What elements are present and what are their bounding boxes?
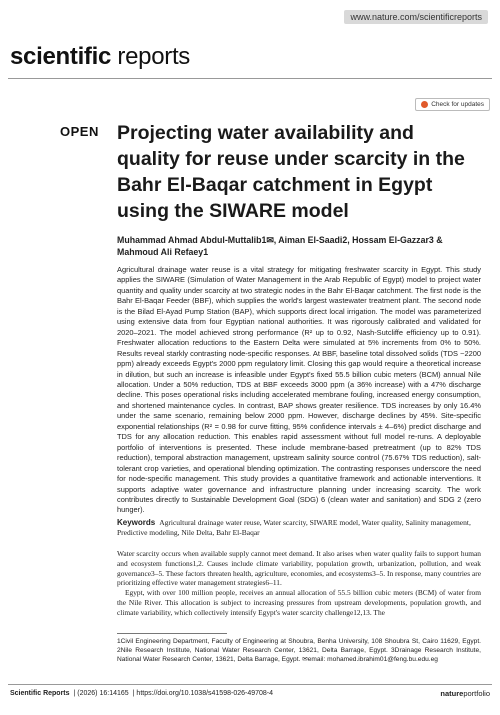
keywords-list: Agricultural drainage water reuse, Water scarcity, SIWARE model, Water quality, Salinity management, Predictive modeling, Nile Delta, Bahr El-Baqar <box>117 518 471 537</box>
publisher-name-bold: nature <box>440 689 464 698</box>
check-for-updates-button[interactable] <box>415 98 490 111</box>
footer-journal: Scientific Reports <box>10 690 70 697</box>
abstract: Agricultural drainage water reuse is a vital strategy for mitigating freshwater scarcity in Egypt. This study applies the SIWARE (Simulation of Water Management in the Arab Republic of Egypt) model to project water quantity and quality under scarcity at two strategic nodes in the Bahr El-Baqar catchment. The first node is the Bahr El-Baqar Feeder (BBF), which supplies the world's largest wastewater treatment plant. The second node is the Bilad El-Ayad Pump Station (BAP), which supports direct local irrigation. The model was parameterized using extensive data from four Egyptian national authorities. It was rigorously calibrated and validated for 2020–2021. The model achieved strong performance (R² up to 0.92, Nash-Sutcliffe efficiency up to 0.91). Freshwater allocation reductions to the Eastern Delta were simulated at 5% increments from 0% to 50%. Results reveal starkly contrasting node-specific responses. At BBF, baseline total dissolved solids (TDS ~2200 ppm) already exceeds Egypt's 2000 ppm regulatory limit. Closing this gap would require a theoretical increase in dilution, but such an increase is infeasible under Egypt's fixed 55.5 billion cubic meters (BCM) annual Nile allocation. Under a 50% reduction, TDS at BBF exceeds 3000 ppm (a 36% increase) with a 47% discharge decline. This poses operational risks including accelerated membrane fouling, increased energy consumption, and shortened maintenance cycles. In contrast, BAP shows greater resilience. TDS increases by only 16.4% under the same scenario, remaining below 2000 ppm. However, discharge declines by 45%. Site-specific exponential relationships (R² = 0.98 for curve fitting, 95% confidence intervals ± 4–6%) predict discharge and TDS for any allocation reduction. This enables rapid assessment without full model re-runs. A deployable portfolio of interventions is presented. These include membrane-based pretreatment (up to 82% TDS reduction), temporal abstraction management, upstream salinity source control (75.67% TDS reduction), salt-tolerant crop varieties, and operational blending optimization. The contrasting responses underscore the need for node-specific management. This study provides a quantitative framework and actionable interventions. It supports adaptive water governance and infrastructure planning under increasing scarcity. The work contributes directly to Sustainable Development Goal (SDG) 6 (clean water and sanitation) and SDG 2 (zero hunger). <box>117 265 481 515</box>
footnote-divider <box>117 633 227 634</box>
open-access-label: OPEN <box>60 124 99 139</box>
keywords-section <box>117 518 481 538</box>
publisher-logo <box>440 689 490 698</box>
footer-divider <box>8 684 492 685</box>
updates-icon <box>421 101 428 108</box>
body-text <box>117 549 481 618</box>
affiliations-footnote: 1Civil Engineering Department, Faculty of Engineering at Shoubra, Benha University, 108 Shoubra St, Cairo 11629, Egypt. 2Nile Research Institute, National Water Research Center, 13621, Delta Barrage, Egypt. 3Drainage Research Institute, National Water Research Center, 13621, Delta Barrage, Egypt. ✉email: mohamed.ibrahim01@feng.bu.edu.eg <box>117 638 481 663</box>
author-list[interactable]: Muhammad Ahmad Abdul-Muttalib1✉, Aiman El-Saadi2, Hossam El-Gazzar3 & Mahmoud Ali Refaey1 <box>117 235 443 257</box>
header-divider <box>8 78 492 79</box>
body-paragraph-2: Egypt, with over 100 million people, receives an annual allocation of 55.5 billion cubic meters (BCM) of water from the Nile River. This allocation is subject to increasing pressures from upstream developments, population growth, and climate variability, which collectively intensify Egypt's water scarcity challenge12,13. The <box>117 588 481 617</box>
journal-name-bold: scientific <box>10 43 112 70</box>
footer-citation: | (2026) 16:14165 <box>73 690 129 697</box>
page-footer <box>10 689 490 698</box>
journal-url[interactable]: www.nature.com/scientificreports <box>344 10 488 24</box>
body-paragraph-1: Water scarcity occurs when available supply cannot meet demand. It also arises when water quality fails to support human and ecosystem functions1,2. Causes include climate variability, population growth, urbanization, pollution, and weak governance3–5. These factors threaten health, agriculture, economies, and ecosystems3–5. In response, many countries are prioritizing effective water management strategies6–11. <box>117 549 481 588</box>
publisher-name-light: portfolio <box>463 689 490 698</box>
article-title: Projecting water availability and quality for reuse under scarcity in the Bahr El-Baqar catchment in Egypt using the SIWARE model <box>117 122 465 222</box>
keywords-label: Keywords <box>117 518 156 527</box>
footer-doi-link[interactable]: | https://doi.org/10.1038/s41598-026-49708-4 <box>132 690 274 697</box>
journal-name-light: reports <box>111 43 191 70</box>
check-for-updates-label: Check for updates <box>431 101 484 108</box>
journal-logo <box>10 43 190 71</box>
